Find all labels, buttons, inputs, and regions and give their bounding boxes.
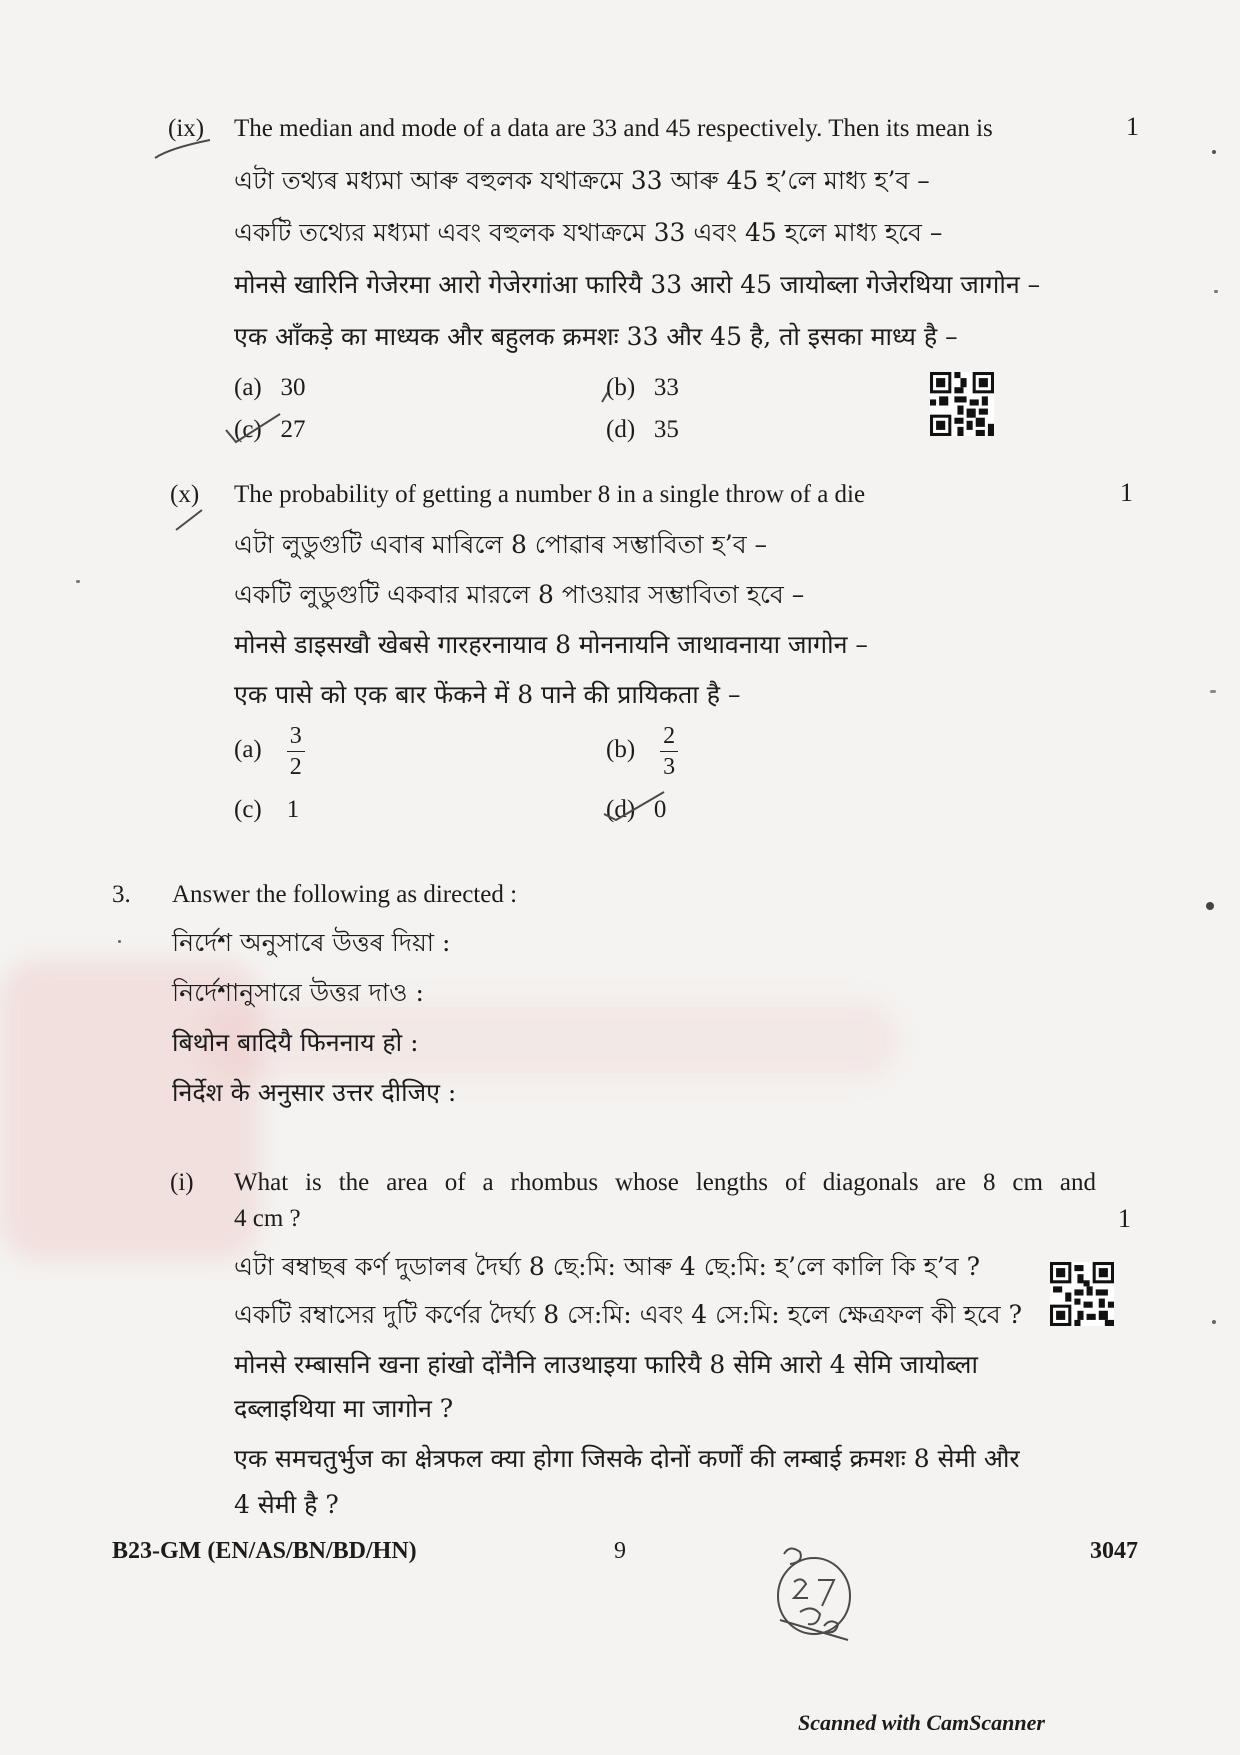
question-3i-marks: 1 <box>1118 1204 1131 1233</box>
option-value: 0 <box>653 796 667 823</box>
question-3i-bengali: একটি রম্বাসের দুটি কর্ণের দৈর্ঘ্য 8 সে:মি: এবং 4 সে:মি: হলে ক্ষেত্রফল কী হবে ? <box>234 1300 1023 1329</box>
question-x-marks: 1 <box>1120 478 1133 507</box>
option-label: (c) <box>234 796 262 823</box>
question-3i-label: (i) <box>170 1169 194 1196</box>
option-x-a <box>234 724 305 779</box>
question-3i-hindi-line1: एक समचतुर्भुज का क्षेत्रफल क्या होगा जिसके दोनों कर्णों की लम्बाई क्रमशः 8 सेमी और <box>234 1444 1020 1473</box>
footer-paper-code: 3047 <box>1090 1538 1138 1564</box>
pencil-mark <box>150 118 230 168</box>
footer-code: B23-GM (EN/AS/BN/BD/HN) <box>112 1538 417 1564</box>
scan-dot <box>1210 690 1216 693</box>
question-3i-bodo-line2: दब्लाइथिया मा जागोन ? <box>234 1394 454 1423</box>
scanner-watermark: Scanned with CamScanner <box>798 1710 1045 1735</box>
question-ix-label: (ix) <box>168 115 205 142</box>
fraction-denominator: 2 <box>289 754 302 780</box>
question-x-assamese: এটা লুডুগুটি এবাৰ মাৰিলে 8 পোৱাৰ সম্ভাবিতা হ’ব – <box>234 530 768 559</box>
question-3i-assamese: এটা ৰম্বাছৰ কৰ্ণ দুডালৰ দৈৰ্ঘ্য 8 ছে:মি: আৰু 4 ছে:মি: হ’লে কালি কি হ’ব ? <box>234 1252 981 1281</box>
question-x-bodo: मोनसे डाइसखौ खेबसे गारहरनायाव 8 मोननायनि जाथावनाया जागोन – <box>234 630 868 659</box>
question-ix-english: The median and mode of a data are 33 and 45 respectively. Then its mean is <box>234 115 993 142</box>
pencil-tick <box>172 500 222 540</box>
question-3-assamese: নিৰ্দেশ অনুসাৰে উত্তৰ দিয়া : <box>172 928 451 957</box>
question-ix-marks: 1 <box>1126 112 1139 141</box>
option-label: (a) <box>234 736 262 764</box>
option-label: (c) <box>234 416 262 443</box>
handwritten-marks-scribble <box>760 1540 870 1650</box>
pencil-mark <box>596 378 626 408</box>
option-value: 35 <box>653 416 679 443</box>
fraction <box>660 724 678 779</box>
fraction-denominator: 3 <box>663 754 676 780</box>
question-3-hindi: निर्देश के अनुसार उत्तर दीजिए : <box>172 1078 457 1107</box>
option-label: (d) <box>606 416 636 443</box>
question-ix-assamese: এটা তথ্যৰ মধ্যমা আৰু বহুলক যথাক্ৰমে 33 আৰু 45 হ’লে মাধ্য হ’ব – <box>234 166 930 195</box>
question-3i-bodo-line1: मोनसे रम्बासनि खना हांखो दोंनैनि लाउथाइया फारियै 8 सेमि आरो 4 सेमि जायोब्ला <box>234 1350 978 1379</box>
option-value: 30 <box>280 374 306 401</box>
option-ix-a <box>234 374 306 402</box>
fraction-numerator: 2 <box>663 723 676 749</box>
question-3-number: 3. <box>112 881 131 908</box>
option-x-b <box>606 724 678 779</box>
option-label: (d) <box>606 796 636 823</box>
scan-dot <box>1214 290 1218 293</box>
question-x-bengali: একটি লুডুগুটি একবার মারলে 8 পাওয়ার সম্ভাবিতা হবে – <box>234 580 805 609</box>
question-x-english: The probability of getting a number 8 in a single throw of a die <box>234 481 866 508</box>
scan-dot <box>1206 902 1214 910</box>
question-x-label: (x) <box>170 481 200 508</box>
question-3-bengali: নির্দেশানুসারে উত্তর দাও : <box>172 978 424 1007</box>
qr-code-icon <box>1050 1262 1114 1326</box>
pencil-tick <box>222 408 292 448</box>
option-value: 27 <box>280 416 306 443</box>
option-value: 1 <box>286 796 300 823</box>
question-3-bodo: बिथोन बादियै फिननाय हो : <box>172 1028 419 1057</box>
question-3i-english-line2: 4 cm ? <box>234 1205 301 1232</box>
option-x-c <box>234 796 299 824</box>
scan-dot <box>1212 150 1216 154</box>
pencil-tick <box>600 786 670 826</box>
option-label: (b) <box>606 374 636 401</box>
scan-dot <box>76 580 80 583</box>
scan-dot <box>1212 1320 1216 1324</box>
question-ix-hindi: एक आँकड़े का माध्यक और बहुलक क्रमशः 33 और 45 है, तो इसका माध्य है – <box>234 322 958 351</box>
scan-dot <box>118 940 121 943</box>
question-3-english: Answer the following as directed : <box>172 881 518 908</box>
question-3i-hindi-line2: 4 सेमी है ? <box>234 1490 339 1519</box>
question-ix-bodo: मोनसे खारिनि गेजेरमा आरो गेजेरगांआ फारियै 33 आरो 45 जायोब्ला गेजेरथिया जागोन – <box>234 270 1041 299</box>
question-3i-english-line1: What is the area of a rhombus whose lengths of diagonals are 8 cm and <box>234 1169 1096 1196</box>
option-label: (b) <box>606 736 636 764</box>
fraction <box>287 724 305 779</box>
qr-code-icon <box>930 372 994 436</box>
option-ix-d <box>606 416 679 444</box>
question-ix-bengali: একটি তথ্যের মধ্যমা এবং বহুলক যথাক্রমে 33 এবং 45 হলে মাধ্য হবে – <box>234 218 943 247</box>
option-value: 33 <box>653 374 679 401</box>
footer-page-number: 9 <box>614 1538 626 1564</box>
option-label: (a) <box>234 374 262 401</box>
fraction-numerator: 3 <box>289 723 302 749</box>
question-x-hindi: एक पासे को एक बार फेंकने में 8 पाने की प्रायिकता है – <box>234 680 741 709</box>
